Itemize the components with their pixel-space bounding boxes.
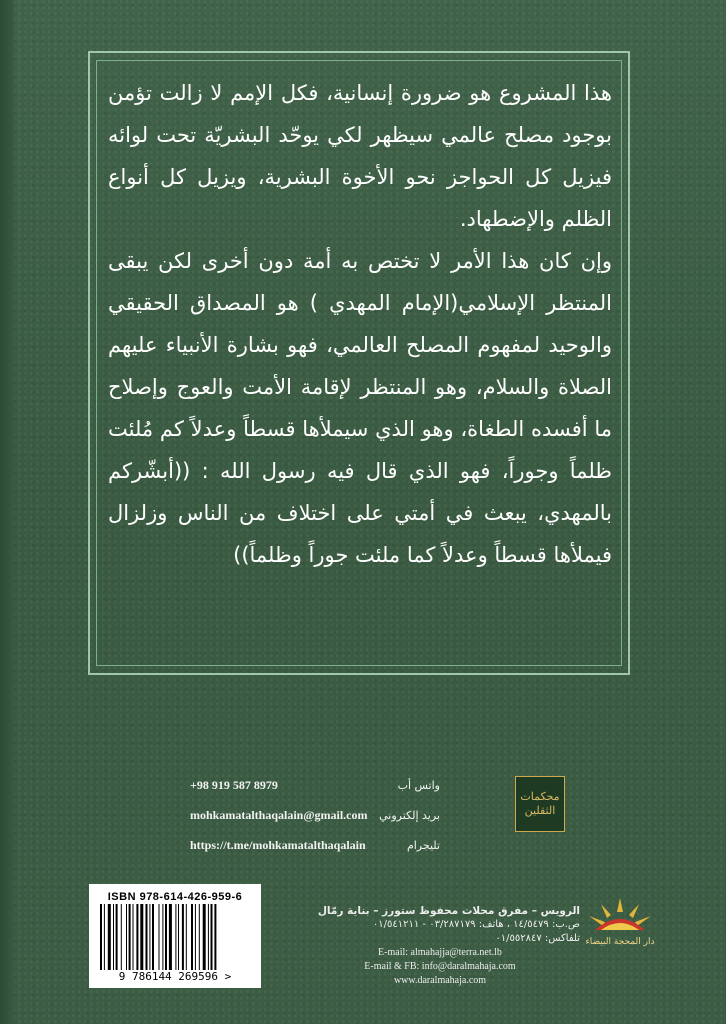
barcode-bar <box>140 904 143 970</box>
barcode-bar <box>149 904 150 970</box>
barcode-bar <box>214 904 216 970</box>
sunburst-icon <box>589 898 651 930</box>
spine-edge <box>0 0 14 1024</box>
barcode-bar <box>126 904 127 970</box>
barcode-bar <box>208 904 209 970</box>
barcode-bar <box>211 904 213 970</box>
publisher-website: www.daralmahaja.com <box>393 975 487 986</box>
barcode-bar <box>129 904 131 970</box>
telegram-label: تليجرام <box>406 838 440 852</box>
blurb-paragraph-2: وإن كان هذا الأمر لا تختص به أمة دون أخرى لكن يبقى المنتظر الإسلامي(الإمام المهدي ) هو المصداق الحقيقي والوحيد لمفهوم المصلح العالمي، فهو بشارة الأنبياء عليهم الصلاة والسلام، وهو المنتظر لإقامة الأمت والعوج وإصلاح ما أفسده الطغاة، وهو الذي سيملأها قسطاً وعدلاً كم مُلئت ظلماً وجوراً، فهو الذي قال فيه رسول الله : ((أبشّركم بالمهدي، يبعث في أمتي على اختلاف من الناس وزلزال فيملأها قسطاً وعدلاً كما ملئت جوراً وظلماً)) <box>108 249 612 567</box>
mohkamat-logo <box>515 776 565 832</box>
publisher-phone: ص.ب: ١٤/٥٤٧٩ ، هاتف: ٠٣/٢٨٧١٧٩ - ٠١/٥٤١٢١١ <box>372 919 580 930</box>
email-label: بريد إلكتروني <box>379 808 440 822</box>
contact-row-telegram <box>190 830 440 860</box>
publisher-email-1: E-mail: almahajja@terra.net.lb <box>378 947 502 958</box>
barcode-bar <box>121 904 122 970</box>
barcode-bar <box>182 904 184 970</box>
isbn-digits: 9 786144 269596 > <box>118 970 232 983</box>
barcode-bar <box>100 904 102 970</box>
isbn-label: ISBN 978-614-426-959-6 <box>107 891 243 903</box>
barcode-bar <box>162 904 163 970</box>
barcode-bar <box>136 904 138 970</box>
contact-row-email <box>190 800 440 830</box>
contact-info <box>190 770 440 860</box>
publisher-address: الرويس – مفرق محلات محفوظ ستورز – بناية رمّال <box>317 905 580 917</box>
barcode-bar <box>169 904 172 970</box>
barcode-bar <box>159 904 160 970</box>
barcode-bar <box>165 904 167 970</box>
email-address: mohkamatalthaqalain@gmail.com <box>190 807 368 822</box>
barcode-bar <box>199 904 200 970</box>
barcode-bar <box>186 904 187 970</box>
blurb-paragraph-1: هذا المشروع هو ضرورة إنسانية، فكل الإمم لا زالت تؤمن بوجود مصلح عالمي سيظهر لكي يوحّد البشريّة تحت لوائه فيزيل كل الحواجز نحو الأخوة البشرية، ويزيل كل أنواع الظلم والإضطهاد. <box>108 81 612 231</box>
barcode-bar <box>191 904 193 970</box>
back-cover-blurb <box>108 72 612 642</box>
telegram-link: https://t.me/mohkamatalthaqalain <box>190 837 366 852</box>
barcode-bar <box>108 904 111 970</box>
barcode-bar <box>116 904 118 970</box>
publisher-fax: تلفاكس: ٠١/٥٥٢٨٤٧ <box>495 933 580 944</box>
barcode-bar <box>146 904 148 970</box>
barcode-bar <box>104 904 105 970</box>
barcode-bar <box>178 904 179 970</box>
whatsapp-number: +98 919 587 8979 <box>190 777 278 792</box>
publisher-logo <box>581 890 659 964</box>
barcode-bars <box>96 904 254 970</box>
barcode-bar <box>203 904 206 970</box>
publisher-logo-text: دار المحجة البيضاء <box>585 937 655 947</box>
publisher-info <box>300 904 580 988</box>
isbn-barcode <box>89 884 261 988</box>
barcode-bar <box>195 904 196 970</box>
barcode-bar <box>175 904 176 970</box>
barcode-bar <box>133 904 134 970</box>
mohkamat-logo-text: محكمات الثقلين <box>520 790 560 817</box>
whatsapp-label: واتس أب <box>397 778 440 792</box>
contact-row-whatsapp <box>190 770 440 800</box>
barcode-bar <box>113 904 114 970</box>
publisher-email-2: E-mail & FB: info@daralmahaja.com <box>364 961 516 972</box>
barcode-bar <box>152 904 154 970</box>
